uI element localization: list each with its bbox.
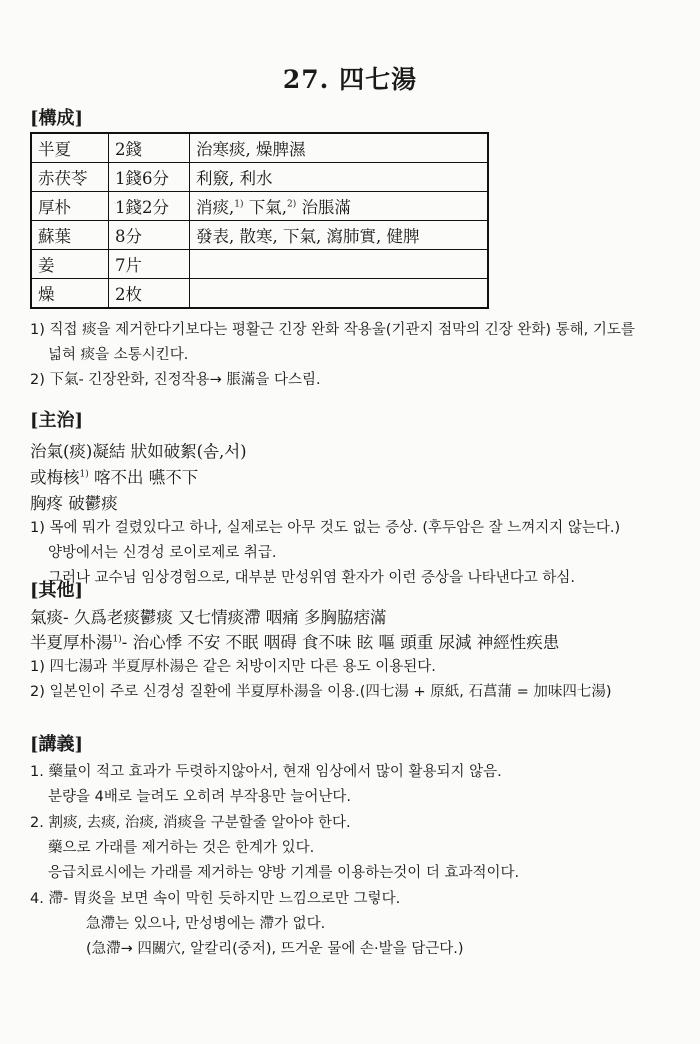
herb-cell: 姜 <box>31 250 109 279</box>
table-row <box>31 163 488 192</box>
footnote-mark: 1) <box>79 469 89 480</box>
effect-cell: 發表, 散寒, 下氣, 瀉肺實, 健脾 <box>190 221 489 250</box>
lecture-line: 분량을 4배로 늘려도 오히려 부작용만 늘어난다. <box>48 789 352 805</box>
dose-cell: 8分 <box>109 221 190 250</box>
indication-line <box>30 464 198 488</box>
herb-cell: 燥 <box>31 279 109 309</box>
herb-cell: 蘇葉 <box>31 221 109 250</box>
note-line: 1) 목에 뭐가 걸렸있다고 하나, 실제로는 아무 것도 없는 증상. (후두암은 잘 느껴지지 않는다.) <box>30 520 621 536</box>
other-line: 氣痰- 久爲老痰鬱痰 又七情痰滯 咽痛 多胸脇痞滿 <box>30 608 387 627</box>
herb-cell: 厚朴 <box>31 192 109 221</box>
footnote-mark: 1) <box>112 634 122 645</box>
lecture-line: 응급치료시에는 가래를 제거하는 양방 기계를 이용하는것이 더 효과적이다. <box>48 865 520 881</box>
indication-text: 喀不出 嚥不下 <box>88 468 199 487</box>
table-row <box>31 133 488 163</box>
footnote-line: 넓혀 痰을 소통시킨다. <box>48 347 189 363</box>
prescription-table <box>30 132 489 309</box>
effect-cell <box>190 279 489 309</box>
table-row <box>31 221 488 250</box>
lecture-line: (急滯→ 四關穴, 알칼리(중저), 뜨거운 물에 손·발을 담근다.) <box>86 941 464 957</box>
effect-cell: 利竅, 利水 <box>190 163 489 192</box>
table-row <box>31 250 488 279</box>
note-line: 양방에서는 신경성 로이로제로 취급. <box>48 545 277 561</box>
other-text: 半夏厚朴湯 <box>30 633 113 652</box>
indication-line: 胸疼 破鬱痰 <box>30 494 118 513</box>
effect-cell: 治寒痰, 燥脾濕 <box>190 133 489 163</box>
footnote-mark: 2) <box>287 199 297 210</box>
lecture-line: 急滯는 있으나, 만성병에는 滯가 없다. <box>86 916 326 932</box>
lecture-line: 藥으로 가래를 제거하는 것은 한계가 있다. <box>48 840 315 856</box>
page-title: 27. 四七湯 <box>282 65 418 94</box>
dose-cell: 1錢2分 <box>109 192 190 221</box>
lecture-line: 1. 藥量이 적고 효과가 두렷하지않아서, 현재 임상에서 많이 활용되지 않음. <box>30 764 502 780</box>
dose-cell: 2枚 <box>109 279 190 309</box>
note-line: 그러나 교수님 임상경험으로, 대부분 만성위염 환자가 이런 증상을 나타낸다고 하심. <box>48 570 575 586</box>
table-row <box>31 279 488 309</box>
table-row <box>31 192 488 221</box>
herb-cell: 赤茯苓 <box>31 163 109 192</box>
section-heading-lecture: [講義] <box>30 734 84 755</box>
footnote-line: 1) 직접 痰을 제거한다기보다는 평활근 긴장 완화 작용울(기관지 점막의 긴장 완화) 통해, 기도를 <box>30 322 635 338</box>
section-heading-composition: [構成] <box>30 108 84 129</box>
lecture-line: 4. 滯- 胃炎을 보면 속이 막힌 듯하지만 느낌으로만 그렇다. <box>30 891 401 907</box>
effect-cell <box>190 250 489 279</box>
dose-cell: 2錢 <box>109 133 190 163</box>
dose-cell: 1錢6分 <box>109 163 190 192</box>
effect-cell <box>190 192 489 221</box>
dose-cell: 7片 <box>109 250 190 279</box>
herb-cell: 半夏 <box>31 133 109 163</box>
effect-text: 下氣, <box>243 198 287 217</box>
section-heading-indications: [主治] <box>30 410 84 431</box>
other-text: - 治心悸 不安 不眠 咽碍 食不味 眩 嘔 頭重 尿減 神經性疾患 <box>121 633 560 652</box>
effect-text: 消痰, <box>196 198 235 217</box>
effect-text: 治脹滿 <box>296 198 351 217</box>
note-line: 2) 일본인이 주로 신경성 질환에 半夏厚朴湯을 이용.(四七湯 + 原紙, 石菖蒲 = 加味四七湯) <box>30 684 612 700</box>
indication-text: 或梅核 <box>30 468 80 487</box>
note-line: 1) 四七湯과 半夏厚朴湯은 같은 처방이지만 다른 용도 이용된다. <box>30 659 436 675</box>
indication-line: 治氣(痰)凝結 狀如破絮(솜,서) <box>30 442 247 461</box>
lecture-line: 2. 割痰, 去痰, 治痰, 消痰을 구분할줄 알아야 한다. <box>30 815 351 831</box>
footnote-line: 2) 下氣- 긴장완화, 진정작용→ 脹滿을 다스림. <box>30 372 321 388</box>
section-heading-others: [其他] <box>30 580 84 601</box>
other-line <box>30 629 559 653</box>
footnote-mark: 1) <box>234 199 244 210</box>
